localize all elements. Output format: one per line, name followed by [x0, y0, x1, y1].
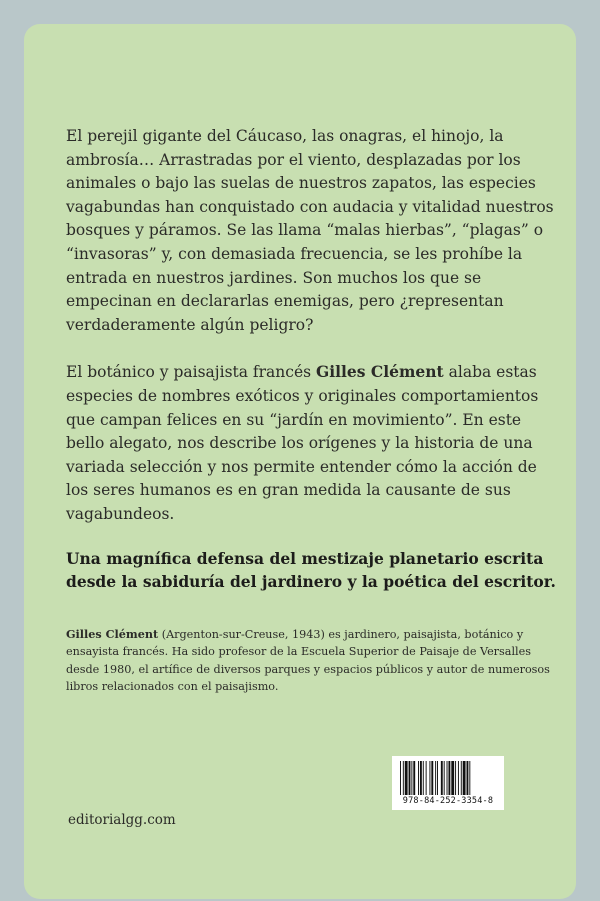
- barcode-bar: [426, 761, 427, 795]
- barcode-bar: [451, 761, 454, 795]
- barcode-bar: [429, 761, 430, 795]
- barcode-bar: [403, 761, 404, 795]
- barcode-bar: [455, 761, 456, 795]
- barcode-bar: [461, 761, 462, 795]
- barcode-bar: [435, 761, 436, 795]
- blurb-paragraph-1: El perejil gigante del Cáucaso, las onagras, el hinojo, la ambrosía… Arrastradas por el viento, desplazadas por los animales o bajo las suelas de nuestros zapatos, las especies vagabundas han conquistado con audacia y vitalidad nuestros bosques y páramos. Se las llama “malas hierbas”, “plagas” o “invasoras” y, con demasiada frecuencia, se les prohíbe la entrada en nuestros jardines. Son muchos los que se empecinan en declararlas enemigas, pero ¿representan verdaderamente algún peligro?: [66, 127, 554, 334]
- barcode-bar: [447, 761, 448, 795]
- barcode-bar: [463, 761, 466, 795]
- bio-text: (Argenton-sur-Creuse, 1943) es jardinero, paisajista, botánico y ensayista francés. Ha sido profesor de la Escuela Superior de Paisaje de Versalles desde 1980, el artífice de diversos parques y espacios públicos y autor de numerosos libros relacionados con el paisajismo.: [66, 627, 550, 694]
- barcode-bar: [437, 761, 438, 795]
- author-bio: [66, 626, 556, 696]
- isbn-barcode: [392, 756, 504, 810]
- bio-author-name: Gilles Clément: [66, 626, 159, 641]
- paragraph-2-intro: El botánico y paisajista francés: [66, 363, 317, 382]
- barcode-bar: [448, 761, 450, 795]
- publisher-website: editorialgg.com: [68, 812, 176, 828]
- barcode-bar: [400, 761, 401, 795]
- barcode-bar: [423, 761, 424, 795]
- barcode-bar: [413, 761, 415, 795]
- barcode-bar: [441, 761, 443, 795]
- barcode-bar: [467, 761, 469, 795]
- barcode-bar: [418, 761, 419, 795]
- barcode-bar: [411, 761, 412, 795]
- barcode-bar: [405, 761, 408, 795]
- barcode-icon: [398, 761, 498, 795]
- paragraph-2-body: alaba estas especies de nombres exóticos y originales comportamientos que campan felices en su “jardín en movimiento”. En este bello alegato, nos describe los orígenes y la historia de una variada selección y nos permite entender cómo la acción de los seres humanos es en gran medida la causante de sus vagabundeos.: [66, 363, 539, 523]
- blurb-paragraph-2: [66, 360, 556, 526]
- isbn-number: 978-84-252-3354-8: [402, 796, 494, 806]
- barcode-bar: [409, 761, 411, 795]
- highlight-quote: Una magnífica defensa del mestizaje planetario escrita desde la sabiduría del jardinero y la poética del escritor.: [66, 548, 556, 592]
- barcode-bar: [469, 761, 470, 795]
- barcode-bar: [431, 761, 433, 795]
- author-name-highlight: Gilles Clément: [316, 362, 444, 382]
- barcode-bar: [458, 761, 459, 795]
- blurb-text: [66, 125, 556, 696]
- barcode-bar: [420, 761, 422, 795]
- barcode-bar: [444, 761, 445, 795]
